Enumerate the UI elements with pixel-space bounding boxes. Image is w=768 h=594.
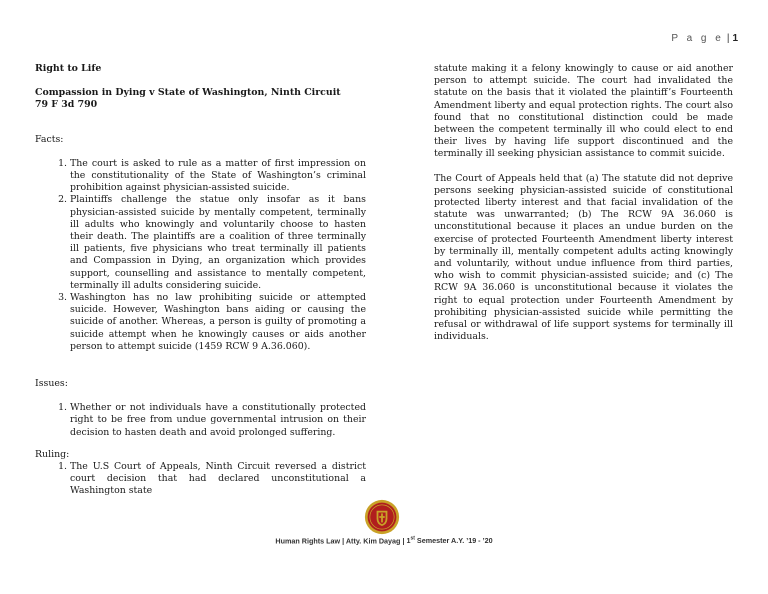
case-citation: 79 F 3d 790 [35,99,98,111]
semester-ordinal: 1 [406,536,411,546]
facts-item: 2. Plaintiffs challenge the statue only insofar as it bans physician-assisted suicide by mentally competent, terminally ill adults who knowingly and voluntarily choose to hasten their death. The plaintiffs are a coalition of three terminally ill patients, five physicians who treat terminally ill patients and Compassion in Dying, an organization which provides support, counselling and assistance to mentally competent, terminally ill adults considering suicide. [70,194,366,292]
page-number [671,33,738,44]
topic-heading: Right to Life [35,63,102,74]
page-word: P a g e [671,33,724,44]
footer-separator: | [342,536,345,546]
facts-label: Facts: [35,133,64,145]
ruling-item: 1. The U.S Court of Appeals, Ninth Circuit reversed a district court decision that had declared unconstitutional a Washington state [70,461,366,498]
case-name: Compassion in Dying v State of Washington, Ninth Circuit [35,87,341,99]
facts-list [35,158,366,353]
footer-semester [406,536,492,545]
facts-item: 3. Washington has no law prohibiting suicide or attempted suicide. However, Washington bans aiding or causing the suicide of another. Whereas, a person is guilty of promoting a suicide attempt when he knowingly causes or aids another person to attempt suicide (1459 RCW 9 A.36.060). [70,292,366,353]
page-number-value: 1 [732,33,738,44]
issues-item: 1. Whether or not individuals have a constitutionally protected right to be free from undue governmental intrusion on their decision to hasten death and avoid prolonged suffering. [70,402,366,439]
ruling-continuation-paragraph: statute making it a felony knowingly to cause or aid another person to attempt suicide. The court had invalidated the statute on the basis that it violated the plaintiff’s Fourteenth Amendment liberty and equal protection rights. The court also found that no constitutional distinction could be made between the competent terminally ill who could elect to end their lives by having life support discontinued and the terminally ill seeking physician assistance to commit suicide. [434,63,733,160]
holding-paragraph: The Court of Appeals held that (a) The statute did not deprive persons seeking physician-assisted suicide of constitutional protected liberty interest and that facial invalidation of the statute was unwarranted; (b) The RCW 9A 36.060 is unconstitutional because it places an undue burden on the exercise of protected Fourteenth Amendment liberty interest by terminally ill, mentally competent adults acting knowingly and voluntarily, without undue influence from third parties, who wish to commit physician-assisted suicide; and (c) The RCW 9A 36.060 is unconstitutional because it violates the right to equal protection under Fourteenth Amendment by prohibiting physician-assisted suicide while permitting the refusal or withdrawal of life support systems for terminally ill individuals. [434,172,733,343]
left-column [35,63,366,498]
page-footer [0,536,768,545]
university-seal-icon [364,499,400,535]
issues-list [35,402,366,439]
semester-text: Semester A.Y. ’19 - ’20 [416,536,493,546]
facts-item: 1. The court is asked to rule as a matter of first impression on the constitutionality of the State of Washington’s criminal prohibition against physician-assisted suicide. [70,158,366,195]
footer-separator: | [402,536,405,546]
issues-label: Issues: [35,378,68,390]
footer-instructor: Atty. Kim Dayag [345,536,401,546]
ruling-list [35,461,366,498]
ruling-label: Ruling: [35,448,70,460]
footer-course: Human Rights Law [275,536,341,546]
page-separator: | [726,33,730,44]
right-column [434,63,733,343]
semester-suffix: st [410,536,415,542]
